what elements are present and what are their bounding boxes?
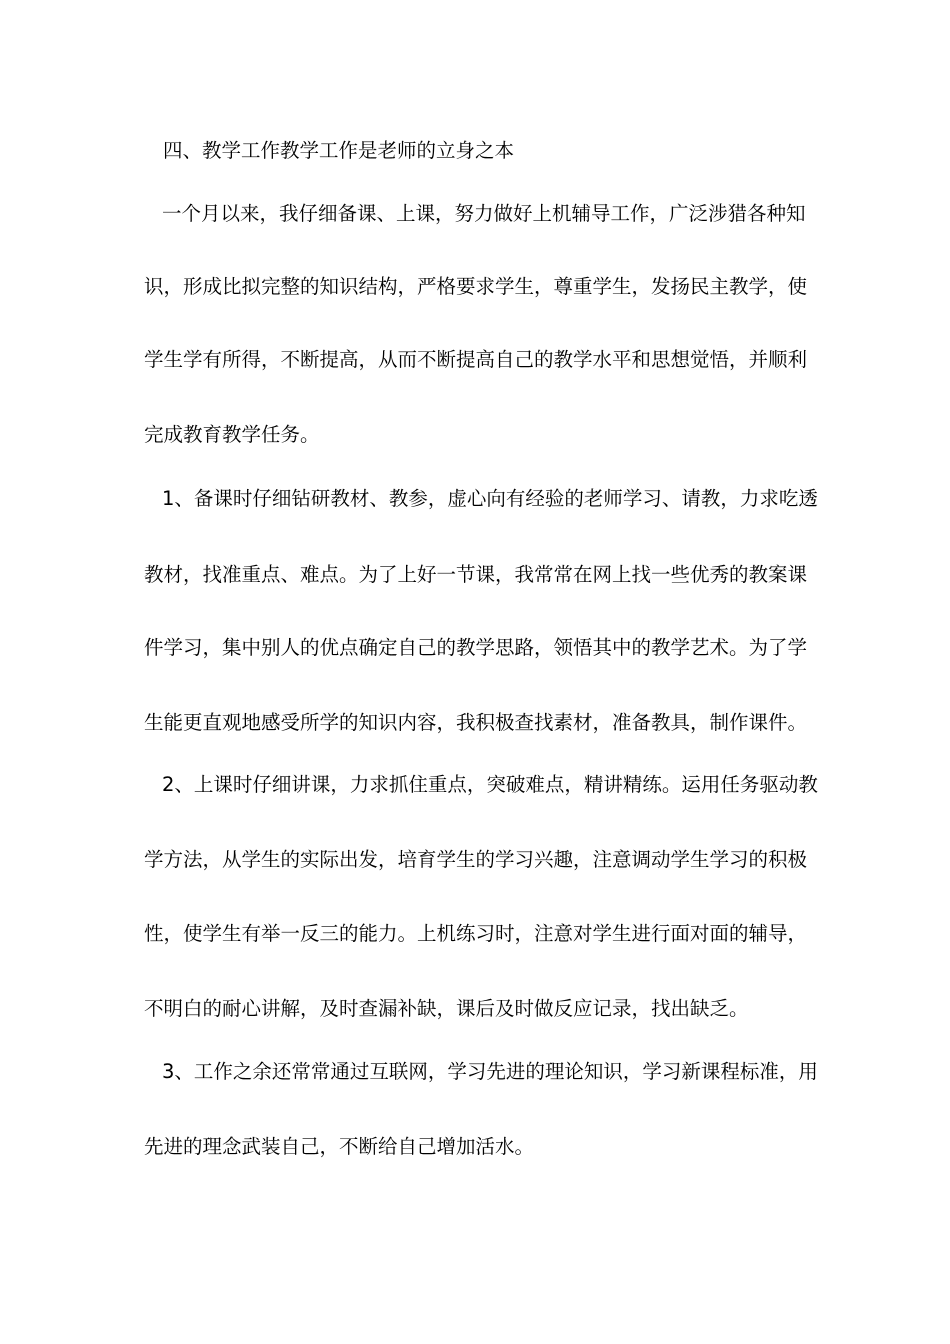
item-2-line-1: 2、上课时仔细讲课，力求抓住重点，突破难点，精讲精练。运用任务驱动教 <box>162 773 818 796</box>
item-1-line-4: 生能更直观地感受所学的知识内容，我积极查找素材，准备教具，制作课件。 <box>144 711 808 734</box>
item-3-line-1: 3、工作之余还常常通过互联网，学习先进的理论知识，学习新课程标准，用 <box>162 1060 818 1083</box>
item-3-line-2: 先进的理念武装自己，不断给自己增加活水。 <box>144 1135 535 1158</box>
paragraph-1-line-1: 一个月以来，我仔细备课、上课，努力做好上机辅导工作，广泛涉猎各种知 <box>162 202 806 225</box>
section-heading: 四、教学工作教学工作是老师的立身之本 <box>163 139 515 162</box>
item-1-line-1: 1、备课时仔细钻研教材、教参，虚心向有经验的老师学习、请教，力求吃透 <box>162 487 818 510</box>
paragraph-1-line-3: 学生学有所得，不断提高，从而不断提高自己的教学水平和思想觉悟，并顺利 <box>144 348 808 371</box>
item-2-line-2: 学方法，从学生的实际出发，培育学生的学习兴趣，注意调动学生学习的积极 <box>144 848 808 871</box>
item-1-line-2: 教材，找准重点、难点。为了上好一节课，我常常在网上找一些优秀的教案课 <box>144 563 808 586</box>
item-2-line-4: 不明白的耐心讲解，及时查漏补缺，课后及时做反应记录，找出缺乏。 <box>144 997 749 1020</box>
paragraph-1-line-2: 识，形成比拟完整的知识结构，严格要求学生，尊重学生，发扬民主教学，使 <box>144 275 808 298</box>
paragraph-1-line-4: 完成教育教学任务。 <box>144 423 320 446</box>
item-1-line-3: 件学习，集中别人的优点确定自己的教学思路，领悟其中的教学艺术。为了学 <box>144 636 808 659</box>
item-2-line-3: 性，使学生有举一反三的能力。上机练习时，注意对学生进行面对面的辅导， <box>144 922 808 945</box>
